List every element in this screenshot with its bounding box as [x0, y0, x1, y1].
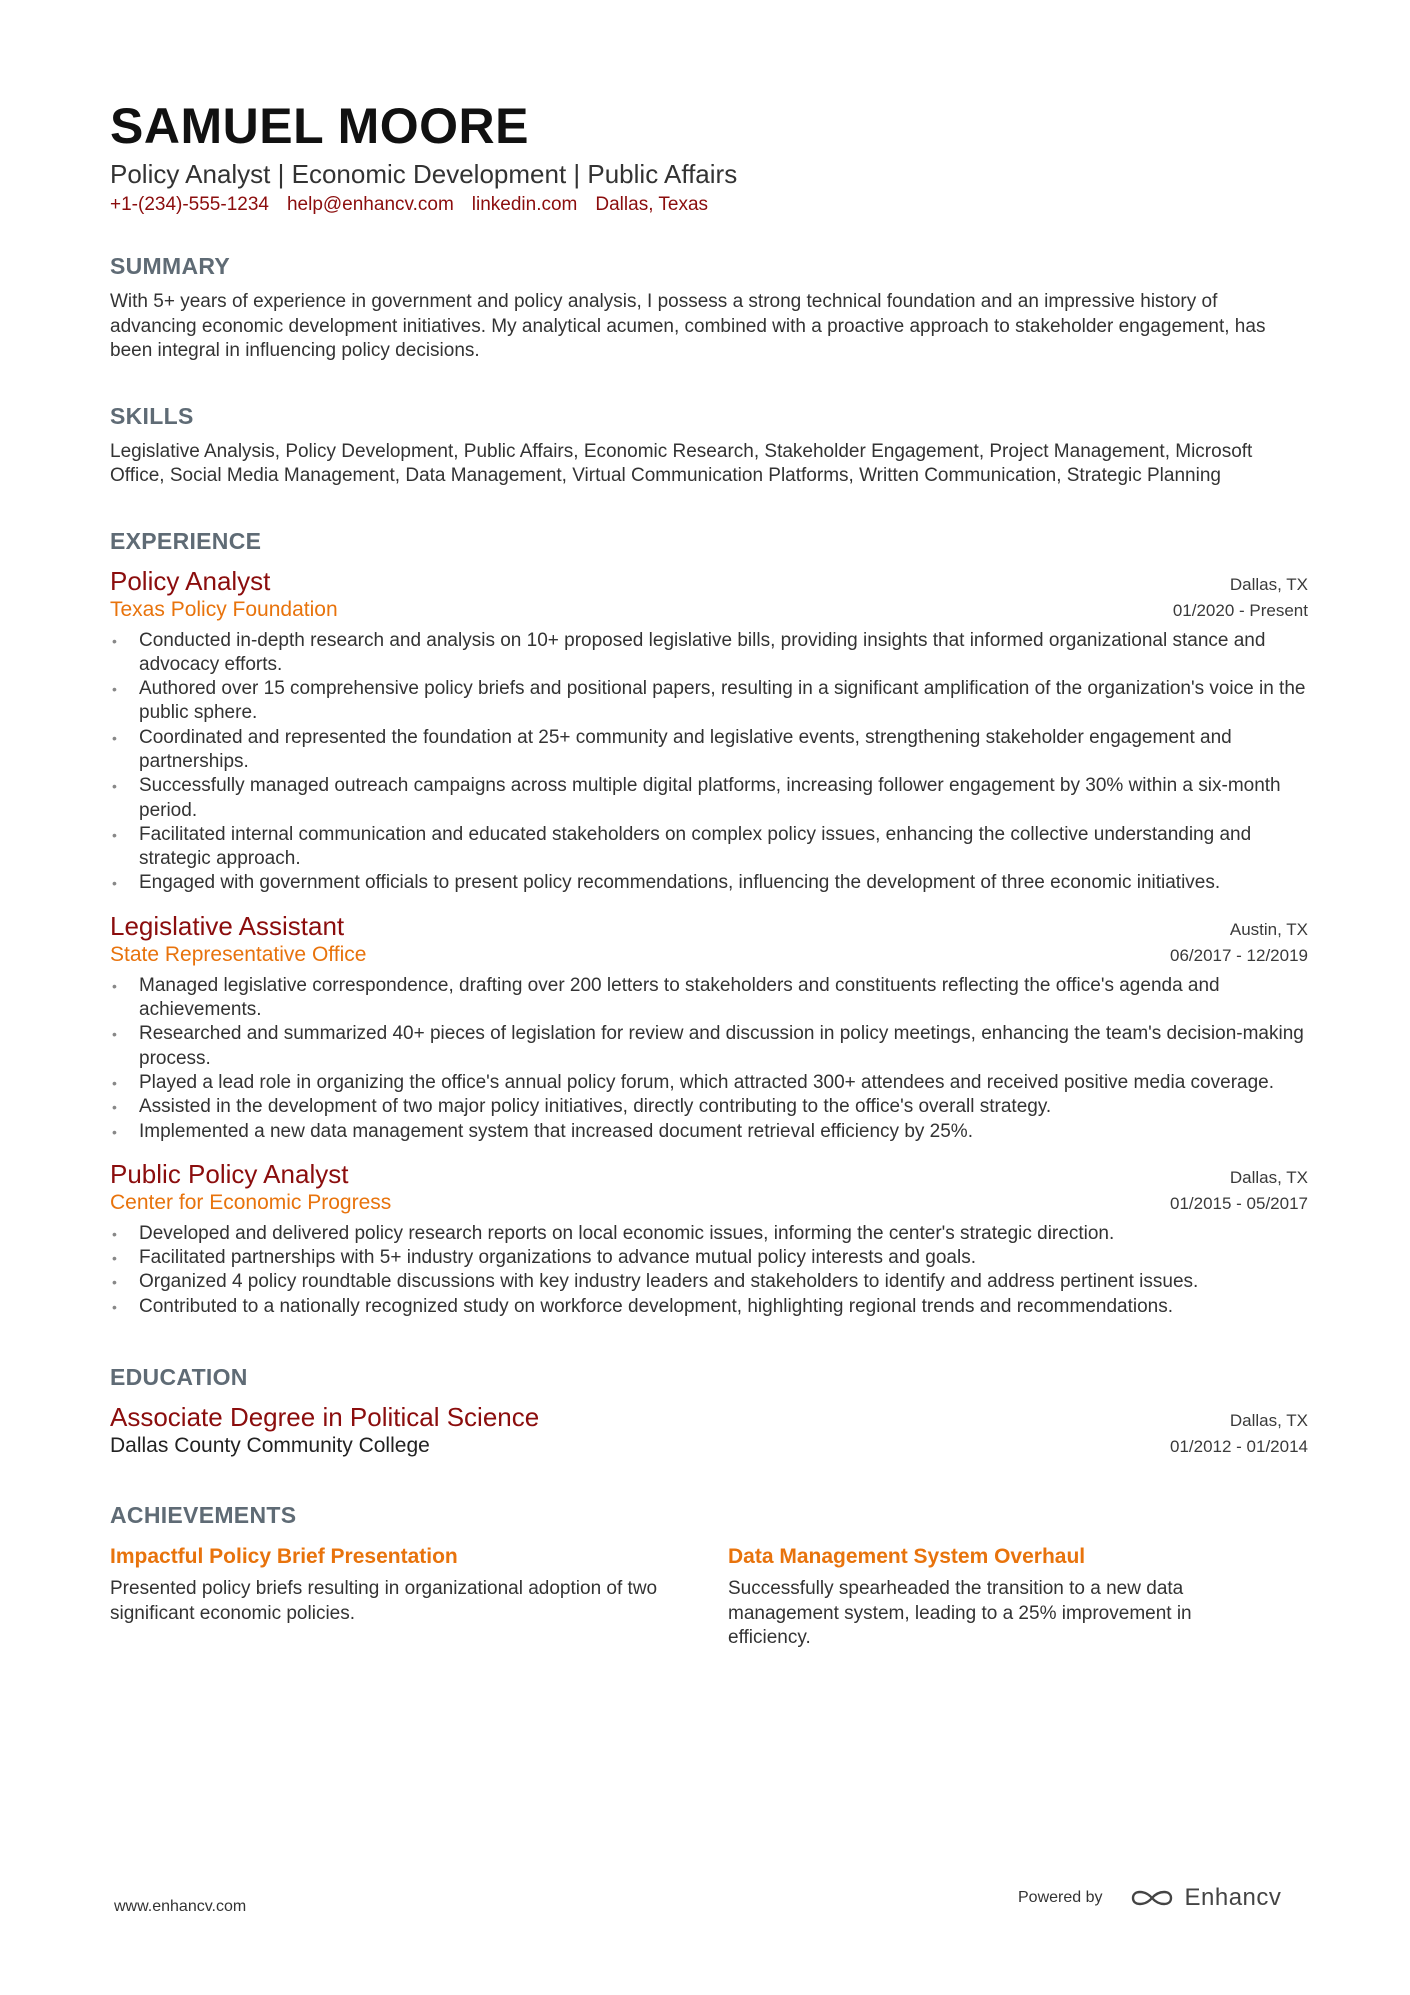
job-title: Policy Analyst [110, 565, 271, 596]
summary-title: SUMMARY [110, 253, 231, 279]
footer-website[interactable]: www.enhancv.com [114, 1898, 247, 1915]
summary-text: With 5+ years of experience in government and policy analysis, I possess a strong technical foundation and an impressive history of advancing economic development initiatives. My analytical acumen, combined with a proactive approach to stakeholder engagement, has been integral in influencing policy decisions. [110, 291, 1266, 361]
skills-section [110, 402, 1308, 489]
candidate-headline: Policy Analyst | Economic Development | Public Affairs [110, 159, 738, 189]
bullet-item: • Coordinated and represented the foundation at 25+ community and legislative events, strengthening stakeholder engagement and partnerships. [110, 726, 1308, 775]
experience-entry [110, 565, 1308, 896]
email-link[interactable]: help@enhancv.com [286, 194, 454, 215]
bullet-item: • Managed legislative correspondence, drafting over 200 letters to stakeholders and constituents reflecting the office's agenda and achievements. [110, 974, 1308, 1023]
powered-by-text: Powered by [1018, 1889, 1103, 1906]
linkedin-link[interactable]: linkedin.com [471, 194, 578, 215]
job-title: Legislative Assistant [110, 910, 345, 941]
brand-logo[interactable] [1129, 1884, 1282, 1912]
education-dates: 01/2012 - 01/2014 [1169, 1437, 1308, 1457]
education-section [110, 1363, 1308, 1459]
company-name: Center for Economic Progress [110, 1190, 392, 1214]
education-entry [110, 1401, 1308, 1459]
job-location: Dallas, TX [1229, 1167, 1308, 1187]
achievement-desc: Successfully spearheaded the transition to a new data management system, leading to a 25% improvement in efficiency. [728, 1578, 1192, 1649]
company-name: State Representative Office [110, 942, 367, 966]
phone-link[interactable]: +1-(234)-555-1234 [110, 194, 269, 215]
school-name: Dallas County Community College [110, 1434, 430, 1458]
bullet-item: • Implemented a new data management system that increased document retrieval efficiency by 25%. [110, 1120, 1308, 1144]
achievement-item [728, 1543, 1308, 1651]
skills-title: SKILLS [110, 402, 194, 429]
achievements-section [110, 1501, 1308, 1651]
bullet-item: • Researched and summarized 40+ pieces of legislation for review and discussion in policy meetings, enhancing the team's decision-making process. [110, 1022, 1308, 1071]
footer-branding [1018, 1884, 1281, 1912]
education-title: EDUCATION [110, 1364, 248, 1391]
bullet-item: • Conducted in-depth research and analysis on 10+ proposed legislative bills, providing insights that informed organizational stance and advocacy efforts. [110, 629, 1308, 678]
job-location: Austin, TX [1229, 919, 1308, 939]
bullet-item: • Assisted in the development of two major policy initiatives, directly contributing to the office's overall strategy. [110, 1095, 1308, 1119]
skills-text: Legislative Analysis, Policy Development, Public Affairs, Economic Research, Stakeholder Engagement, Project Management, Microsoft Office, Social Media Management, Data Management, Virtual Communication Platforms, Written Communication, Strategic Planning [110, 440, 1253, 486]
candidate-name: SAMUEL MOORE [110, 98, 529, 154]
resume-content [110, 96, 1308, 1651]
enhancv-logo-icon [1129, 1886, 1175, 1910]
job-title: Public Policy Analyst [110, 1158, 349, 1189]
job-bullets [110, 629, 1308, 896]
job-dates: 01/2020 - Present [1172, 600, 1308, 620]
job-bullets [110, 1222, 1308, 1319]
bullet-item: • Organized 4 policy roundtable discussions with key industry leaders and stakeholders to identify and address pertinent issues. [110, 1270, 1308, 1294]
achievement-title: Data Management System Overhaul [728, 1545, 1086, 1569]
bullet-item: • Played a lead role in organizing the office's annual policy forum, which attracted 300+ attendees and received positive media coverage. [110, 1071, 1308, 1095]
degree-title: Associate Degree in Political Science [110, 1402, 540, 1433]
achievement-item [110, 1543, 728, 1651]
bullet-item: • Facilitated internal communication and educated stakeholders on complex policy issues, enhancing the collective understanding and strategic approach. [110, 823, 1308, 872]
bullet-item: • Developed and delivered policy research reports on local economic issues, informing the center's strategic direction. [110, 1222, 1308, 1246]
bullet-item: • Contributed to a nationally recognized study on workforce development, highlighting regional trends and recommendations. [110, 1295, 1308, 1319]
achievement-title: Impactful Policy Brief Presentation [110, 1545, 458, 1569]
job-bullets [110, 974, 1308, 1144]
company-name: Texas Policy Foundation [110, 597, 338, 621]
achievements-title: ACHIEVEMENTS [110, 1502, 297, 1529]
job-dates: 06/2017 - 12/2019 [1169, 945, 1308, 965]
experience-title: EXPERIENCE [110, 527, 262, 554]
bullet-item: • Engaged with government officials to present policy recommendations, influencing the development of three economic initiatives. [110, 871, 1308, 895]
bullet-item: • Successfully managed outreach campaigns across multiple digital platforms, increasing follower engagement by 30% within a six-month period. [110, 774, 1308, 823]
experience-section [110, 527, 1308, 1320]
brand-name: Enhancv [1184, 1884, 1282, 1911]
location-text: Dallas, Texas [595, 194, 709, 215]
experience-entry [110, 1158, 1308, 1319]
job-location: Dallas, TX [1229, 574, 1308, 594]
achievement-desc: Presented policy briefs resulting in organizational adoption of two significant economic policies. [110, 1578, 658, 1624]
achievements-grid [110, 1543, 1308, 1651]
bullet-item: • Facilitated partnerships with 5+ industry organizations to advance mutual policy interests and goals. [110, 1246, 1308, 1270]
contact-line [110, 192, 1308, 218]
job-dates: 01/2015 - 05/2017 [1169, 1193, 1308, 1213]
summary-section [110, 252, 1308, 364]
education-location: Dallas, TX [1229, 1411, 1308, 1431]
bullet-item: • Authored over 15 comprehensive policy briefs and positional papers, resulting in a significant amplification of the organization's voice in the public sphere. [110, 677, 1308, 726]
experience-entry [110, 910, 1308, 1144]
